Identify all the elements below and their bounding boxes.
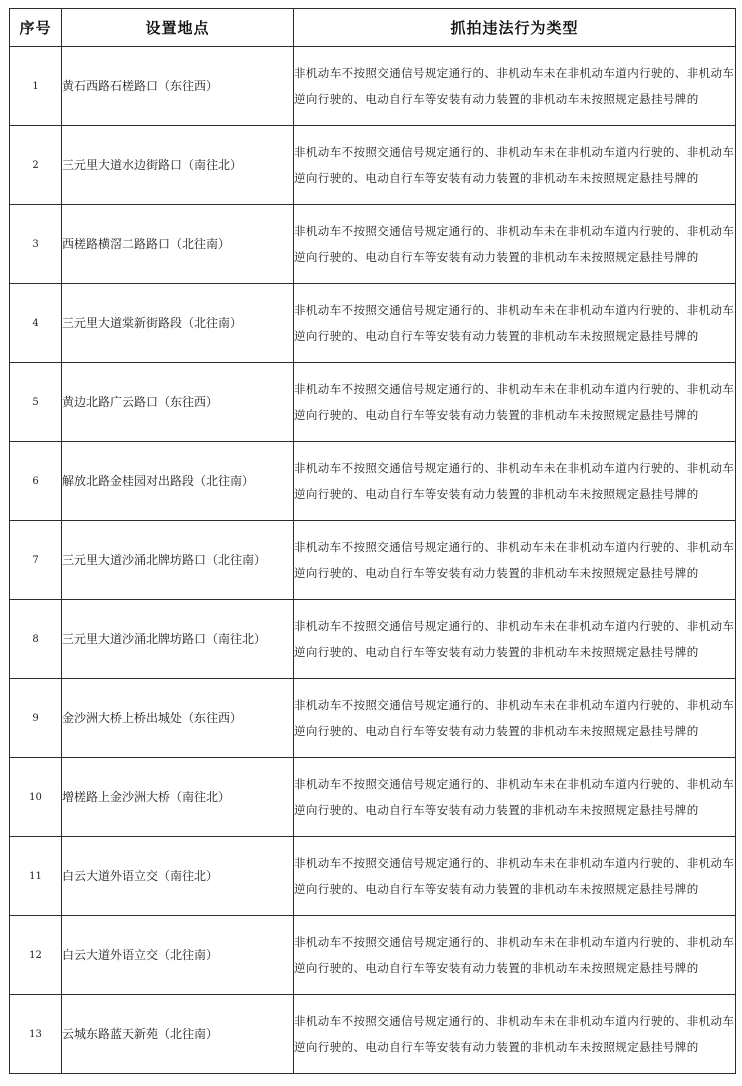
header-violation-type: 抓拍违法行为类型 [294,9,736,47]
row-location: 云城东路蓝天新苑（北往南） [62,995,294,1074]
row-index: 6 [10,442,62,521]
row-violation-type: 非机动车不按照交通信号规定通行的、非机动车未在非机动车道内行驶的、非机动车逆向行驶的、电动自行车等安装有动力装置的非机动车未按照规定悬挂号牌的 [294,363,736,442]
document-page [9,8,735,1074]
row-index: 2 [10,126,62,205]
row-violation-type: 非机动车不按照交通信号规定通行的、非机动车未在非机动车道内行驶的、非机动车逆向行驶的、电动自行车等安装有动力装置的非机动车未按照规定悬挂号牌的 [294,47,736,126]
row-location: 三元里大道水边街路口（南往北） [62,126,294,205]
header-index: 序号 [10,9,62,47]
row-location: 金沙洲大桥上桥出城处（东往西） [62,679,294,758]
row-index: 8 [10,600,62,679]
table-row [10,679,736,758]
row-violation-type: 非机动车不按照交通信号规定通行的、非机动车未在非机动车道内行驶的、非机动车逆向行驶的、电动自行车等安装有动力装置的非机动车未按照规定悬挂号牌的 [294,442,736,521]
row-violation-type: 非机动车不按照交通信号规定通行的、非机动车未在非机动车道内行驶的、非机动车逆向行驶的、电动自行车等安装有动力装置的非机动车未按照规定悬挂号牌的 [294,916,736,995]
row-location: 解放北路金桂园对出路段（北往南） [62,442,294,521]
row-violation-type: 非机动车不按照交通信号规定通行的、非机动车未在非机动车道内行驶的、非机动车逆向行驶的、电动自行车等安装有动力装置的非机动车未按照规定悬挂号牌的 [294,837,736,916]
row-index: 10 [10,758,62,837]
row-index: 5 [10,363,62,442]
row-violation-type: 非机动车不按照交通信号规定通行的、非机动车未在非机动车道内行驶的、非机动车逆向行驶的、电动自行车等安装有动力装置的非机动车未按照规定悬挂号牌的 [294,600,736,679]
row-violation-type: 非机动车不按照交通信号规定通行的、非机动车未在非机动车道内行驶的、非机动车逆向行驶的、电动自行车等安装有动力装置的非机动车未按照规定悬挂号牌的 [294,284,736,363]
table-row [10,916,736,995]
camera-locations-table [9,8,736,1074]
table-row [10,442,736,521]
row-location: 增槎路上金沙洲大桥（南往北） [62,758,294,837]
row-location: 西槎路横滘二路路口（北往南） [62,205,294,284]
row-location: 白云大道外语立交（南往北） [62,837,294,916]
table-header [10,9,736,47]
row-violation-type: 非机动车不按照交通信号规定通行的、非机动车未在非机动车道内行驶的、非机动车逆向行驶的、电动自行车等安装有动力装置的非机动车未按照规定悬挂号牌的 [294,679,736,758]
row-location: 三元里大道沙涌北牌坊路口（南往北） [62,600,294,679]
row-location: 黄边北路广云路口（东往西） [62,363,294,442]
row-violation-type: 非机动车不按照交通信号规定通行的、非机动车未在非机动车道内行驶的、非机动车逆向行驶的、电动自行车等安装有动力装置的非机动车未按照规定悬挂号牌的 [294,995,736,1074]
row-location: 黄石西路石槎路口（东往西） [62,47,294,126]
row-index: 13 [10,995,62,1074]
table-row [10,995,736,1074]
header-row [10,9,736,47]
row-violation-type: 非机动车不按照交通信号规定通行的、非机动车未在非机动车道内行驶的、非机动车逆向行驶的、电动自行车等安装有动力装置的非机动车未按照规定悬挂号牌的 [294,126,736,205]
row-violation-type: 非机动车不按照交通信号规定通行的、非机动车未在非机动车道内行驶的、非机动车逆向行驶的、电动自行车等安装有动力装置的非机动车未按照规定悬挂号牌的 [294,521,736,600]
table-row [10,521,736,600]
table-row [10,284,736,363]
table-body [10,47,736,1074]
row-index: 3 [10,205,62,284]
row-violation-type: 非机动车不按照交通信号规定通行的、非机动车未在非机动车道内行驶的、非机动车逆向行驶的、电动自行车等安装有动力装置的非机动车未按照规定悬挂号牌的 [294,205,736,284]
table-row [10,758,736,837]
row-location: 白云大道外语立交（北往南） [62,916,294,995]
table-row [10,600,736,679]
row-index: 1 [10,47,62,126]
row-index: 11 [10,837,62,916]
row-location: 三元里大道棠新街路段（北往南） [62,284,294,363]
table-row [10,363,736,442]
row-index: 7 [10,521,62,600]
header-location: 设置地点 [62,9,294,47]
table-row [10,205,736,284]
table-row [10,126,736,205]
row-index: 4 [10,284,62,363]
row-violation-type: 非机动车不按照交通信号规定通行的、非机动车未在非机动车道内行驶的、非机动车逆向行驶的、电动自行车等安装有动力装置的非机动车未按照规定悬挂号牌的 [294,758,736,837]
row-index: 9 [10,679,62,758]
table-row [10,47,736,126]
table-row [10,837,736,916]
row-location: 三元里大道沙涌北牌坊路口（北往南） [62,521,294,600]
row-index: 12 [10,916,62,995]
